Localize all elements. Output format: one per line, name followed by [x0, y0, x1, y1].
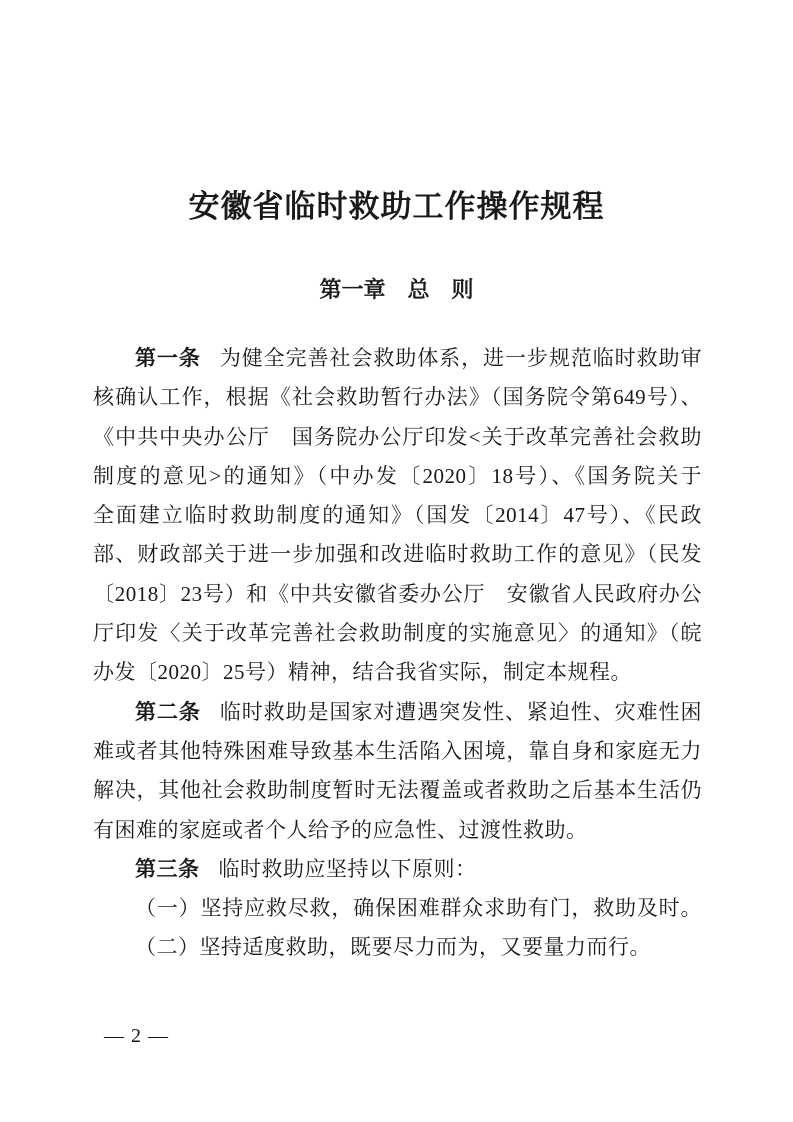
list-item-line: （一）坚持应救尽救，确保困难群众求助有门，救助及时。: [135, 896, 702, 921]
line-text: 为健全完善社会救助体系，进一步规范临时救助审: [219, 346, 702, 370]
page-number: — 2 —: [104, 1025, 169, 1047]
paragraph-line: 核确认工作，根据《社会救助暂行办法》（国务院令第649号）、: [93, 385, 702, 410]
paragraph-line: [93, 850, 702, 889]
article-label: 第一条: [135, 347, 201, 370]
paragraph-line: [93, 339, 702, 378]
paragraph-line: 部、财政部关于进一步加强和改进临时救助工作的意见》（民发: [93, 542, 702, 567]
line-text: 临时救助是国家对遭遇突发性、紧迫性、灾难性困: [219, 699, 702, 724]
list-item-line: （二）坚持适度救助，既要尽力而为，又要量力而行。: [135, 935, 651, 960]
chapter-heading: 第一章 总 则: [319, 277, 474, 302]
document-body: [93, 339, 702, 968]
paragraph-line: 难或者其他特殊困难导致基本生活陷入困境，靠自身和家庭无力: [93, 738, 702, 763]
paragraph-line: 全面建立临时救助制度的通知》（国发〔2014〕47号）、《民政: [93, 503, 702, 528]
line-text: 临时救助应坚持以下原则：: [218, 856, 477, 881]
paragraph-line: 〔2018〕23号）和《中共安徽省委办公厅 安徽省人民政府办公: [93, 581, 702, 606]
paragraph-line: 《中共中央办公厅 国务院办公厅印发<关于改革完善社会救助: [93, 424, 702, 449]
paragraph-line: 有困难的家庭或者个人给予的应急性、过渡性救助。: [93, 817, 588, 842]
paragraph-line: [93, 693, 702, 732]
paragraph-line: 厅印发〈关于改革完善社会救助制度的实施意见〉的通知》（皖: [93, 621, 702, 646]
article-label: 第三条: [135, 857, 200, 881]
page-footer: [104, 1024, 169, 1048]
paragraph-line: 办发〔2020〕25号）精神，结合我省实际，制定本规程。: [93, 660, 632, 685]
document-title: 安徽省临时救助工作操作规程: [188, 189, 605, 224]
paragraph-line: 解决，其他社会救助制度暂时无法覆盖或者救助之后基本生活仍: [93, 778, 702, 803]
paragraph-line: 制度的意见>的通知》（中办发〔2020〕18号）、《国务院关于: [93, 463, 702, 488]
article-label: 第二条: [135, 700, 201, 724]
